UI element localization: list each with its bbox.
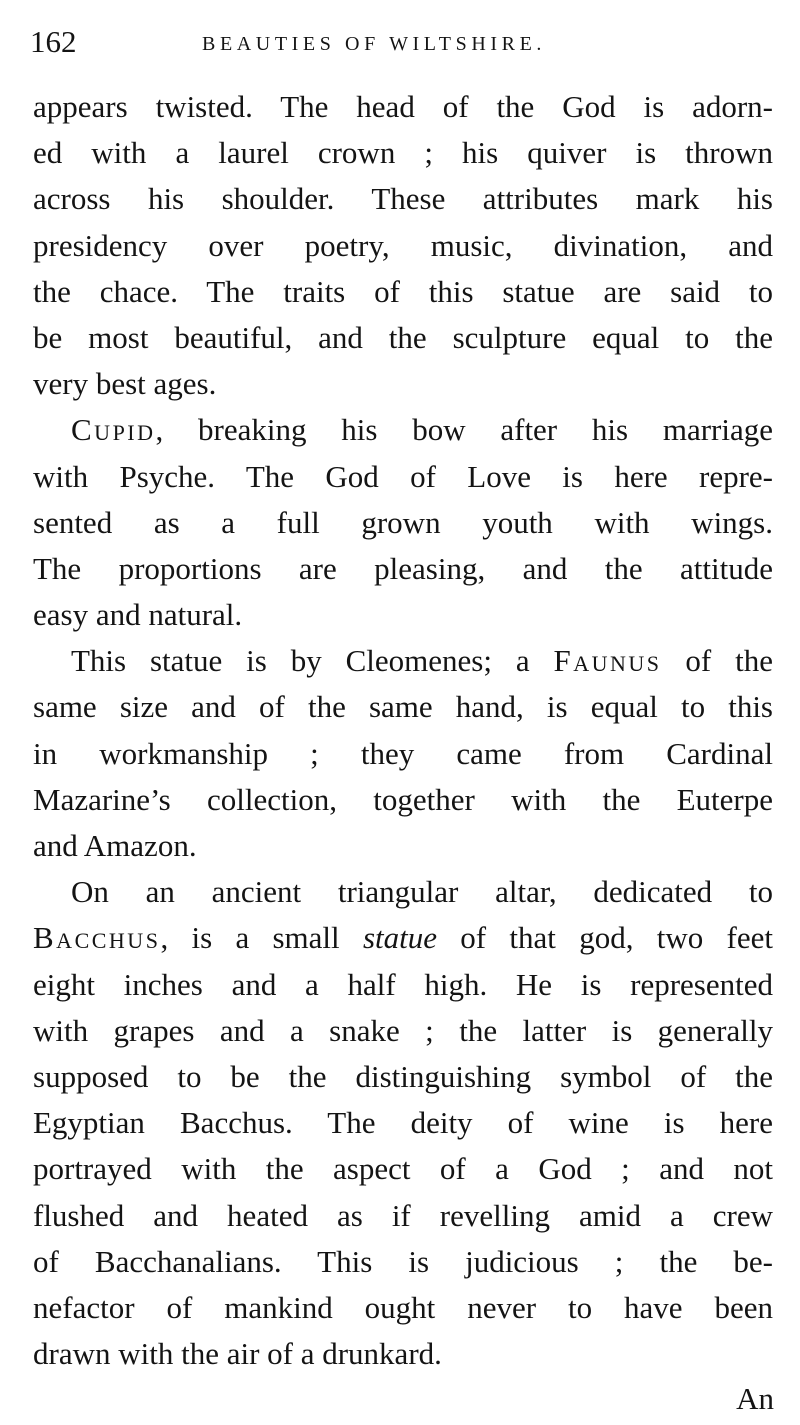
running-title: BEAUTIES OF WILTSHIRE. [202, 33, 546, 55]
text-line: flushed and heated as if revelling amid a crew [33, 1197, 773, 1233]
text-fragment: of the [661, 643, 773, 679]
text-line: eight inches and a half high. He is represented [33, 966, 773, 1002]
catchword: An [736, 1381, 774, 1416]
text-line: portrayed with the aspect of a God ; and not [33, 1151, 773, 1187]
text-line: across his shoulder. These attributes mark his [33, 181, 773, 217]
small-caps-bacchus: Bacchus [33, 920, 161, 956]
text-line: and Amazon. [33, 828, 197, 863]
text-line: easy and natural. [33, 597, 243, 633]
paragraph-line-bacchus [33, 915, 773, 961]
page-number: 162 [30, 24, 77, 59]
text-line: The proportions are pleasing, and the attitude [33, 550, 773, 586]
text-line: in workmanship ; they came from Cardinal [33, 735, 773, 771]
text-line: Mazarine’s collection, together with the Euterpe [33, 781, 773, 817]
paragraph-line-cupid [33, 407, 773, 453]
body-text [33, 84, 773, 1377]
text-line: nefactor of mankind ought never to have been [33, 1289, 773, 1325]
text-line: sented as a full grown youth with wings. [33, 504, 773, 540]
text-fragment: , is a small [160, 920, 363, 956]
text-line: same size and of the same hand, is equal to this [33, 689, 773, 725]
text-line: the chace. The traits of this statue are said to [33, 273, 773, 309]
text-fragment: of that god, two feet [437, 920, 773, 956]
text-line: appears twisted. The head of the God is adorn- [33, 89, 773, 124]
text-line: of Bacchanalians. This is judicious ; the be- [33, 1243, 773, 1279]
paragraph-line-faunus [33, 638, 773, 684]
text-fragment: , breaking his bow after his marriage [155, 412, 773, 448]
small-caps-cupid: Cupid [71, 412, 156, 448]
text-fragment: This statue is by Cleomenes; a [71, 643, 554, 679]
text-line: ed with a laurel crown ; his quiver is thrown [33, 135, 773, 171]
text-line: Egyptian Bacchus. The deity of wine is here [33, 1105, 773, 1141]
text-line: with grapes and a snake ; the latter is generally [33, 1012, 773, 1048]
text-line: On an ancient triangular altar, dedicated to [71, 874, 773, 910]
italic-statue: statue [362, 920, 438, 956]
text-line: be most beautiful, and the sculpture equal to the [33, 319, 773, 355]
text-line: drawn with the air of a drunkard. [33, 1336, 442, 1372]
running-head [30, 22, 776, 62]
text-line: presidency over poetry, music, divination, and [33, 227, 773, 263]
text-line: supposed to be the distinguishing symbol of the [33, 1058, 773, 1094]
text-line: with Psyche. The God of Love is here repre- [33, 458, 773, 494]
text-line: very best ages. [33, 366, 217, 402]
small-caps-faunus: Faunus [553, 643, 662, 679]
